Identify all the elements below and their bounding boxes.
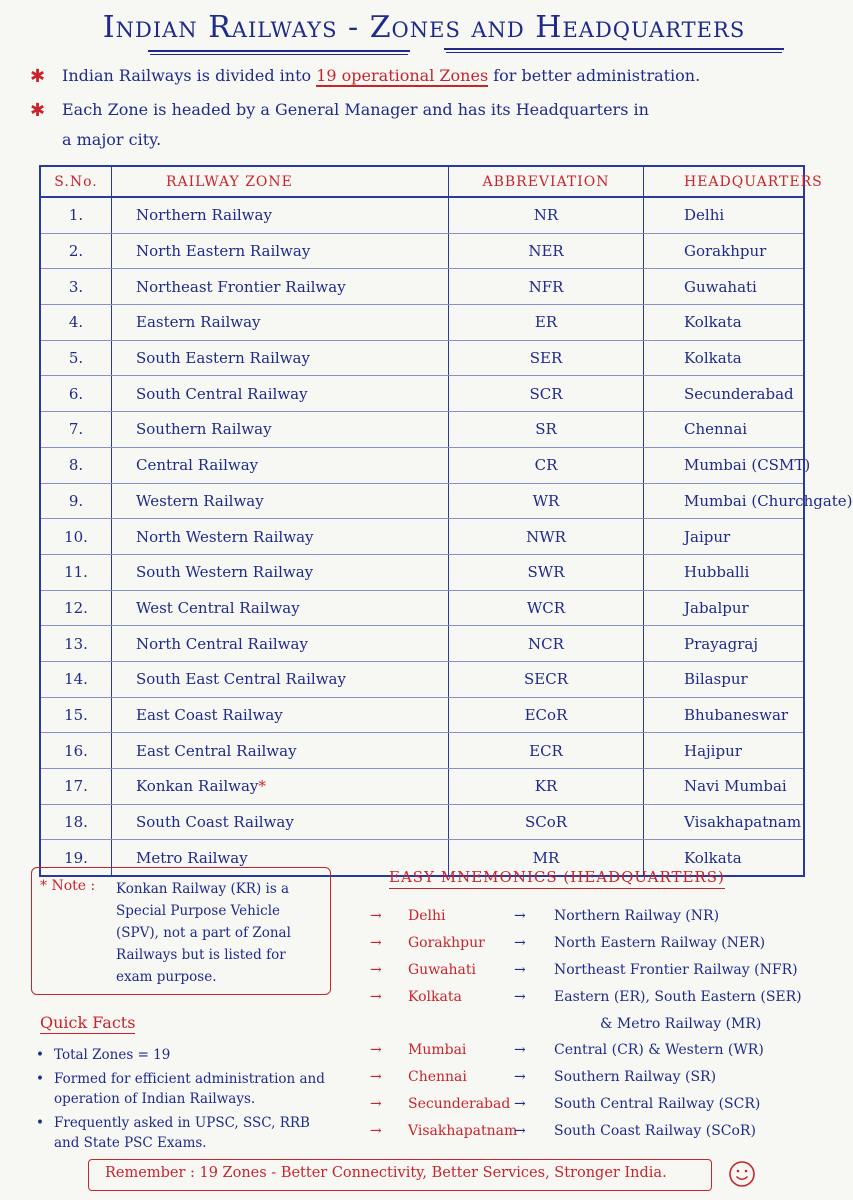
cell-abbreviation — [449, 661, 644, 697]
title-underline — [148, 50, 410, 52]
table-row — [40, 733, 804, 769]
cell-abbreviation-text: ER — [534, 313, 558, 332]
mnemonic-zones: South Central Railway (SCR) — [554, 1096, 761, 1112]
table-row — [40, 269, 804, 305]
arrow-right-icon: → — [514, 1096, 526, 1112]
cell-zone-text: Eastern Railway — [136, 313, 261, 332]
cell-zone — [112, 340, 449, 376]
cell-sno-text: 9. — [68, 491, 84, 510]
table-body — [40, 197, 853, 876]
cell-headquarters-text: Kolkata — [684, 848, 742, 867]
cell-abbreviation-text: SWR — [527, 563, 565, 582]
zones-table — [39, 165, 853, 877]
cell-headquarters-text: Guwahati — [684, 277, 757, 296]
quick-fact-item: • Formed for efficient administration and operation of Indian Railways. — [32, 1069, 332, 1109]
table-header-row — [40, 166, 804, 197]
cell-abbreviation — [449, 340, 644, 376]
intro-highlight: 19 operational Zones — [316, 66, 489, 85]
cell-zone-text: East Coast Railway — [136, 705, 283, 724]
cell-headquarters — [644, 340, 805, 376]
intro-text: for better administration. — [488, 66, 701, 85]
table-row — [40, 233, 804, 269]
cell-sno-text: 2. — [68, 242, 84, 261]
cell-abbreviation-text: SCoR — [524, 813, 568, 832]
mnemonic-zones: Northern Railway (NR) — [554, 908, 720, 924]
column-header: RAILWAY ZONE — [112, 166, 449, 197]
cell-headquarters-text: Hubballi — [684, 563, 750, 582]
note-label: * Note : — [40, 878, 96, 894]
cell-sno-text: 14. — [64, 670, 88, 689]
arrow-right-icon: → — [514, 1069, 526, 1085]
cell-abbreviation — [449, 305, 644, 341]
column-header: ABBREVIATION — [449, 166, 644, 197]
cell-abbreviation — [449, 769, 644, 805]
cell-sno-text: 8. — [68, 456, 84, 475]
cell-zone-text: Konkan Railway — [136, 777, 259, 796]
cell-zone-text: South Central Railway — [136, 384, 308, 403]
intro-line-1 — [62, 66, 700, 85]
mnemonic-city: Visakhapatnam — [408, 1123, 518, 1139]
asterisk-icon: * — [258, 777, 266, 796]
cell-headquarters — [644, 305, 805, 341]
cell-headquarters-text: Secunderabad — [684, 384, 794, 403]
cell-headquarters — [644, 233, 805, 269]
cell-sno-text: 6. — [68, 384, 84, 403]
arrow-right-icon: → — [370, 1096, 382, 1112]
arrow-right-icon: → — [370, 989, 382, 1005]
cell-zone-text: Western Railway — [136, 491, 264, 510]
cell-headquarters — [644, 626, 805, 662]
cell-headquarters-text: Kolkata — [684, 349, 742, 368]
cell-abbreviation-text: SER — [529, 349, 563, 368]
cell-sno-text: 19. — [64, 848, 88, 867]
cell-zone — [112, 197, 449, 233]
cell-sno — [40, 305, 112, 341]
cell-sno — [40, 554, 112, 590]
cell-headquarters-text: Jaipur — [684, 527, 731, 546]
cell-sno — [40, 661, 112, 697]
intro-line-2: Each Zone is headed by a General Manager and has its Headquarters in — [62, 100, 649, 119]
cell-abbreviation-text: NR — [533, 206, 559, 225]
arrow-right-icon: → — [514, 1042, 526, 1058]
cell-abbreviation-text: CR — [534, 456, 558, 475]
table-row — [40, 590, 804, 626]
cell-zone — [112, 661, 449, 697]
cell-headquarters — [644, 483, 853, 519]
cell-sno — [40, 233, 112, 269]
cell-abbreviation-text: NER — [528, 242, 564, 261]
cell-abbreviation-text: WCR — [526, 598, 566, 617]
cell-sno — [40, 590, 112, 626]
mnemonics-title: EASY MNEMONICS (HEADQUARTERS) — [389, 868, 725, 889]
cell-abbreviation — [449, 697, 644, 733]
cell-sno — [40, 626, 112, 662]
mnemonic-zones: South Coast Railway (SCoR) — [554, 1123, 756, 1139]
cell-zone — [112, 554, 449, 590]
cell-abbreviation-text: NWR — [526, 527, 566, 546]
cell-abbreviation-text: ECoR — [524, 705, 568, 724]
column-header: S.No. — [40, 166, 112, 197]
cell-sno — [40, 412, 112, 448]
table-row — [40, 447, 804, 483]
page-title: Indian Railways - Zones and Headquarters — [102, 10, 746, 45]
cell-sno — [40, 733, 112, 769]
table-row — [40, 197, 804, 233]
arrow-right-icon: → — [370, 1042, 382, 1058]
quick-fact-item: • Total Zones = 19 — [32, 1045, 332, 1065]
cell-zone-text: Northeast Frontier Railway — [136, 277, 346, 296]
table-row — [40, 412, 804, 448]
cell-zone-text: South Western Railway — [136, 563, 314, 582]
mnemonic-city: Kolkata — [408, 989, 462, 1005]
table-row — [40, 804, 804, 840]
note-box — [31, 867, 331, 995]
intro-text: Indian Railways is divided into — [62, 66, 317, 85]
mnemonic-city: Delhi — [408, 908, 446, 924]
cell-sno-text: 10. — [64, 527, 88, 546]
cell-zone — [112, 412, 449, 448]
cell-zone-text: South East Central Railway — [136, 670, 346, 689]
mnemonic-zones: North Eastern Railway (NER) — [554, 935, 766, 951]
cell-zone-text: South Coast Railway — [136, 813, 294, 832]
cell-abbreviation — [449, 733, 644, 769]
cell-headquarters — [644, 769, 805, 805]
cell-headquarters — [644, 697, 805, 733]
remember-box — [88, 1159, 712, 1191]
mnemonic-zones: Eastern (ER), South Eastern (SER) — [554, 989, 802, 1005]
table-row — [40, 376, 804, 412]
cell-headquarters — [644, 733, 805, 769]
quick-fact-item: • Frequently asked in UPSC, SSC, RRB and State PSC Exams. — [32, 1113, 332, 1153]
cell-abbreviation — [449, 519, 644, 555]
cell-zone — [112, 769, 449, 805]
cell-headquarters — [644, 519, 805, 555]
cell-sno — [40, 447, 112, 483]
cell-headquarters-text: Delhi — [684, 206, 725, 225]
cell-zone — [112, 376, 449, 412]
cell-zone — [112, 804, 449, 840]
cell-headquarters — [644, 269, 805, 305]
cell-sno — [40, 340, 112, 376]
cell-zone — [112, 269, 449, 305]
table-row — [40, 626, 804, 662]
cell-abbreviation — [449, 483, 644, 519]
cell-zone — [112, 305, 449, 341]
cell-headquarters-text: Hajipur — [684, 741, 742, 760]
cell-abbreviation-text: MR — [532, 848, 560, 867]
cell-zone-text: North Central Railway — [136, 634, 308, 653]
cell-abbreviation — [449, 804, 644, 840]
cell-headquarters-text: Navi Mumbai — [684, 777, 787, 796]
title-underline — [444, 48, 784, 50]
cell-zone-text: North Western Railway — [136, 527, 314, 546]
cell-sno — [40, 519, 112, 555]
cell-zone-text: East Central Railway — [136, 741, 297, 760]
cell-zone-text: Southern Railway — [136, 420, 272, 439]
cell-sno — [40, 483, 112, 519]
cell-headquarters — [644, 661, 805, 697]
arrow-right-icon: → — [514, 908, 526, 924]
cell-headquarters-text: Kolkata — [684, 313, 742, 332]
cell-headquarters — [644, 447, 811, 483]
remember-text: Remember : 19 Zones - Better Connectivity, Better Services, Stronger India. — [105, 1165, 667, 1181]
cell-abbreviation — [449, 626, 644, 662]
cell-zone — [112, 590, 449, 626]
cell-headquarters-text: Mumbai (CSMT) — [684, 456, 811, 475]
mnemonic-city: Secunderabad — [408, 1096, 511, 1112]
cell-headquarters-text: Bhubaneswar — [684, 705, 789, 724]
cell-sno-text: 5. — [68, 349, 84, 368]
cell-abbreviation-text: NCR — [528, 634, 564, 653]
cell-headquarters — [644, 376, 805, 412]
cell-zone-text: West Central Railway — [136, 598, 300, 617]
cell-zone — [112, 519, 449, 555]
cell-headquarters — [644, 804, 805, 840]
table-row — [40, 769, 804, 805]
cell-abbreviation — [449, 233, 644, 269]
cell-zone-text: South Eastern Railway — [136, 349, 310, 368]
title-underline — [446, 52, 782, 53]
arrow-right-icon: → — [370, 935, 382, 951]
table-row — [40, 697, 804, 733]
cell-sno — [40, 769, 112, 805]
mnemonic-zones: Southern Railway (SR) — [554, 1069, 717, 1085]
cell-headquarters-text: Visakhapatnam — [684, 813, 802, 832]
quick-facts-title: Quick Facts — [40, 1013, 136, 1032]
cell-sno — [40, 269, 112, 305]
cell-headquarters — [644, 590, 805, 626]
cell-sno-text: 11. — [64, 563, 88, 582]
smiley-icon — [728, 1160, 756, 1188]
cell-headquarters-text: Chennai — [684, 420, 748, 439]
mnemonic-city: Mumbai — [408, 1042, 467, 1058]
cell-sno-text: 18. — [64, 813, 88, 832]
cell-abbreviation-text: WR — [532, 491, 560, 510]
arrow-right-icon: → — [514, 989, 526, 1005]
intro-line-3: a major city. — [62, 130, 162, 149]
cell-zone — [112, 447, 449, 483]
cell-sno-text: 1. — [68, 206, 84, 225]
arrow-right-icon: → — [370, 908, 382, 924]
cell-headquarters — [644, 197, 805, 233]
cell-abbreviation-text: ECR — [529, 741, 563, 760]
cell-zone — [112, 733, 449, 769]
cell-zone-text: Central Railway — [136, 456, 259, 475]
arrow-right-icon: → — [514, 935, 526, 951]
cell-sno-text: 4. — [68, 313, 84, 332]
cell-abbreviation — [449, 554, 644, 590]
note-text: Konkan Railway (KR) is a Special Purpose Vehicle (SPV), not a part of Zonal Railways but is listed for exam purpose. — [116, 881, 291, 985]
arrow-right-icon: → — [370, 1123, 382, 1139]
table-row — [40, 661, 804, 697]
cell-sno — [40, 376, 112, 412]
cell-abbreviation — [449, 376, 644, 412]
cell-abbreviation — [449, 590, 644, 626]
cell-headquarters-text: Bilaspur — [684, 670, 748, 689]
table-row — [40, 519, 804, 555]
cell-zone-text: Northern Railway — [136, 206, 272, 225]
cell-abbreviation-text: SCR — [529, 384, 563, 403]
cell-abbreviation-text: NFR — [528, 277, 564, 296]
asterisk-icon: ✱ — [30, 100, 46, 121]
cell-zone-text: North Eastern Railway — [136, 242, 311, 261]
mnemonic-zones: Northeast Frontier Railway (NFR) — [554, 962, 798, 978]
column-header: HEADQUARTERS — [644, 166, 805, 197]
cell-zone — [112, 233, 449, 269]
cell-sno-text: 16. — [64, 741, 88, 760]
cell-zone — [112, 697, 449, 733]
mnemonic-city: Chennai — [408, 1069, 467, 1085]
cell-sno — [40, 697, 112, 733]
table-row — [40, 483, 804, 519]
cell-sno-text: 17. — [64, 777, 88, 796]
cell-sno — [40, 197, 112, 233]
cell-sno — [40, 804, 112, 840]
cell-headquarters — [644, 554, 805, 590]
arrow-right-icon: → — [370, 962, 382, 978]
arrow-right-icon: → — [514, 1123, 526, 1139]
asterisk-icon: ✱ — [30, 66, 46, 87]
mnemonic-zones: & Metro Railway (MR) — [600, 1016, 762, 1032]
cell-sno-text: 3. — [68, 277, 84, 296]
cell-zone — [112, 626, 449, 662]
title-underline — [150, 54, 408, 55]
mnemonic-zones: Central (CR) & Western (WR) — [554, 1042, 764, 1058]
cell-headquarters-text: Mumbai (Churchgate) — [684, 491, 853, 510]
cell-sno-text: 15. — [64, 705, 88, 724]
table-row — [40, 305, 804, 341]
cell-abbreviation — [449, 269, 644, 305]
cell-abbreviation-text: SECR — [524, 670, 568, 689]
table-row — [40, 340, 804, 376]
cell-sno-text: 12. — [64, 598, 88, 617]
cell-abbreviation-text: KR — [534, 777, 558, 796]
table-row — [40, 554, 804, 590]
cell-headquarters — [644, 412, 805, 448]
cell-abbreviation — [449, 197, 644, 233]
cell-headquarters-text: Gorakhpur — [684, 242, 767, 261]
cell-headquarters-text: Jabalpur — [684, 598, 749, 617]
mnemonic-city: Guwahati — [408, 962, 476, 978]
cell-sno-text: 7. — [68, 420, 84, 439]
cell-zone-text: Metro Railway — [136, 848, 248, 867]
cell-abbreviation — [449, 412, 644, 448]
mnemonic-city: Gorakhpur — [408, 935, 485, 951]
arrow-right-icon: → — [514, 962, 526, 978]
cell-abbreviation-text: SR — [535, 420, 557, 439]
cell-headquarters-text: Prayagraj — [684, 634, 758, 653]
cell-sno-text: 13. — [64, 634, 88, 653]
cell-zone — [112, 483, 449, 519]
cell-abbreviation — [449, 447, 644, 483]
arrow-right-icon: → — [370, 1069, 382, 1085]
